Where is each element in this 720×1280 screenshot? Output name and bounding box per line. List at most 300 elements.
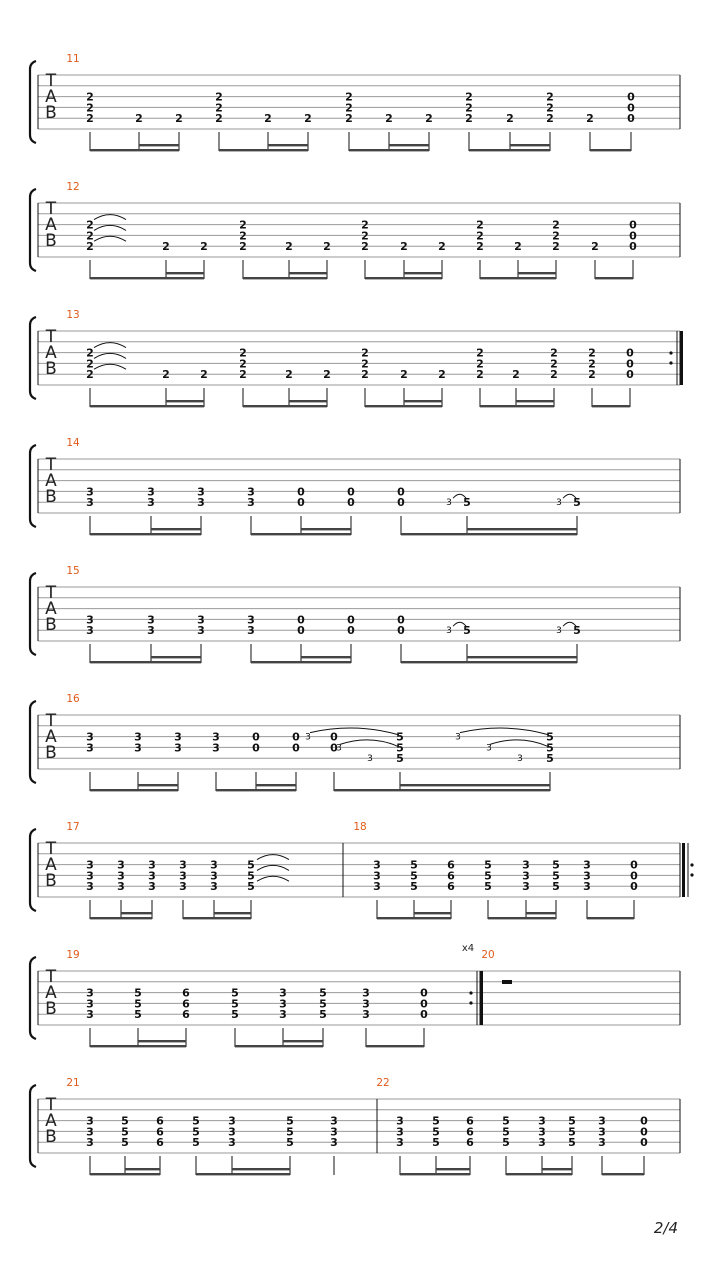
fret-number: 0 [629, 229, 637, 243]
fret-number: 2 [215, 112, 223, 126]
fret-number: 2 [361, 357, 369, 371]
fret-number: 2 [86, 90, 94, 104]
fret-number: 2 [86, 346, 94, 360]
fret-number: 2 [588, 346, 596, 360]
fret-number: 5 [134, 986, 142, 1000]
repeat-dot [669, 351, 672, 354]
fret-number: 6 [156, 1114, 164, 1128]
fret-number: 3 [373, 869, 381, 883]
measure-number: 13 [66, 309, 80, 321]
fret-number: 5 [484, 880, 492, 894]
beam [602, 1173, 644, 1175]
fret-number: 3 [396, 1125, 404, 1139]
tab-clef-letter: A [45, 343, 57, 363]
fret-number: 5 [121, 1125, 129, 1139]
fret-number: 0 [629, 218, 637, 232]
fret-number: 3 [147, 496, 155, 510]
fret-number: 2 [86, 112, 94, 126]
fret-number: 5 [231, 1008, 239, 1022]
repeat-dot [469, 1001, 472, 1004]
measure-number: 17 [66, 821, 80, 833]
fret-number: 5 [410, 858, 418, 872]
fret-number: 3 [396, 1136, 404, 1150]
fret-number: 2 [546, 90, 554, 104]
beam [90, 277, 204, 279]
fret-number: 3 [247, 485, 255, 499]
fret-number: 2 [476, 368, 484, 382]
beam [349, 149, 429, 151]
beam [216, 789, 296, 791]
beam [151, 528, 201, 530]
fret-number: 0 [297, 496, 305, 510]
measure-number: 20 [481, 949, 495, 961]
fret-number: 5 [432, 1125, 440, 1139]
slur [310, 728, 398, 735]
fret-number: 3 [86, 1136, 94, 1150]
fret-number: 5 [463, 496, 471, 510]
fret-number: 0 [629, 240, 637, 254]
system-bracket [30, 445, 36, 527]
beam [166, 400, 204, 402]
beam [90, 661, 201, 663]
fret-number: 0 [330, 730, 338, 744]
fret-number: 6 [182, 1008, 190, 1022]
repeat-count: x4 [461, 943, 475, 954]
fret-number: 3 [247, 613, 255, 627]
tab-clef-letter: A [45, 1111, 57, 1131]
beam [196, 1173, 290, 1175]
tie [257, 865, 289, 870]
fret-number: 2 [476, 357, 484, 371]
fret-number: 2 [239, 229, 247, 243]
fret-number: 3 [583, 880, 591, 894]
tab-clef-letter: T [45, 71, 57, 91]
fret-number: 3 [210, 880, 218, 894]
repeat-dot [469, 991, 472, 994]
fret-number: 2 [285, 240, 293, 254]
fret-number: 6 [466, 1125, 474, 1139]
fret-number: 3 [134, 741, 142, 755]
tab-clef-letter: B [45, 231, 57, 251]
fret-number: 0 [347, 624, 355, 638]
fret-number: 5 [192, 1114, 200, 1128]
fret-number: 2 [476, 229, 484, 243]
fret-number: 0 [627, 112, 635, 126]
fret-number: 0 [397, 496, 405, 510]
tab-clef-letter: A [45, 599, 57, 619]
beam [480, 405, 554, 407]
tab-system [30, 437, 680, 535]
fret-number: 3 [583, 858, 591, 872]
beam [590, 149, 631, 151]
fret-number: 2 [239, 346, 247, 360]
tie [94, 225, 126, 230]
beam [214, 912, 251, 914]
fret-number: 5 [484, 869, 492, 883]
fret-number: 6 [447, 880, 455, 894]
fret-number: 5 [546, 741, 554, 755]
tab-clef-letter: T [45, 583, 57, 603]
grace-note: 3 [455, 732, 461, 743]
repeat-bar-thick [682, 843, 685, 897]
fret-number: 3 [117, 869, 125, 883]
fret-number: 0 [626, 357, 634, 371]
beam [183, 917, 251, 919]
tab-system [30, 821, 694, 919]
grace-note: 3 [367, 754, 373, 765]
fret-number: 3 [330, 1125, 338, 1139]
beam [289, 400, 327, 402]
fret-number: 0 [347, 496, 355, 510]
fret-number: 2 [400, 240, 408, 254]
fret-number: 5 [552, 880, 560, 894]
beam [516, 400, 554, 402]
beam [518, 272, 556, 274]
fret-number: 5 [502, 1136, 510, 1150]
fret-number: 3 [86, 1114, 94, 1128]
fret-number: 2 [476, 218, 484, 232]
fret-number: 0 [252, 741, 260, 755]
fret-number: 5 [286, 1136, 294, 1150]
fret-number: 0 [347, 613, 355, 627]
measure-number: 11 [66, 53, 80, 65]
fret-number: 5 [432, 1114, 440, 1128]
tab-system [30, 1077, 680, 1175]
fret-number: 2 [550, 346, 558, 360]
fret-number: 3 [210, 869, 218, 883]
fret-number: 6 [447, 869, 455, 883]
fret-number: 2 [588, 368, 596, 382]
fret-number: 3 [174, 730, 182, 744]
tab-clef-letter: B [45, 359, 57, 379]
tie [94, 364, 126, 369]
fret-number: 0 [397, 485, 405, 499]
fret-number: 5 [546, 752, 554, 766]
fret-number: 5 [552, 869, 560, 883]
beam [377, 917, 451, 919]
fret-number: 0 [626, 368, 634, 382]
fret-number: 5 [121, 1114, 129, 1128]
repeat-dot [690, 873, 693, 876]
beam [151, 656, 201, 658]
fret-number: 2 [239, 368, 247, 382]
fret-number: 3 [279, 997, 287, 1011]
fret-number: 3 [598, 1114, 606, 1128]
beam [400, 784, 550, 786]
beam [542, 1168, 572, 1170]
beam [90, 1045, 186, 1047]
system-bracket [30, 1085, 36, 1167]
fret-number: 3 [86, 1008, 94, 1022]
tab-clef-letter: A [45, 855, 57, 875]
fret-number: 2 [323, 240, 331, 254]
fret-number: 3 [86, 496, 94, 510]
fret-number: 3 [147, 485, 155, 499]
tab-clef-letter: B [45, 615, 57, 635]
beam [243, 277, 327, 279]
beam [488, 917, 556, 919]
tab-system [30, 53, 680, 151]
grace-note: 3 [446, 626, 452, 637]
fret-number: 3 [598, 1125, 606, 1139]
fret-number: 0 [397, 624, 405, 638]
fret-number: 2 [546, 112, 554, 126]
beam [138, 1040, 186, 1042]
fret-number: 3 [522, 858, 530, 872]
slur [460, 728, 548, 735]
tab-system [30, 309, 683, 407]
fret-number: 2 [361, 368, 369, 382]
fret-number: 5 [286, 1125, 294, 1139]
fret-number: 0 [397, 613, 405, 627]
fret-number: 5 [502, 1114, 510, 1128]
fret-number: 3 [86, 485, 94, 499]
fret-number: 5 [231, 986, 239, 1000]
tab-clef-letter: T [45, 1095, 57, 1115]
beam [90, 1173, 160, 1175]
tab-clef-letter: B [45, 1127, 57, 1147]
fret-number: 2 [345, 101, 353, 115]
measure-number: 12 [66, 181, 80, 193]
beam [256, 784, 296, 786]
beam [301, 656, 351, 658]
fret-number: 5 [319, 986, 327, 1000]
fret-number: 2 [465, 101, 473, 115]
beam [90, 533, 201, 535]
fret-number: 0 [252, 730, 260, 744]
fret-number: 5 [502, 1125, 510, 1139]
beam [401, 533, 577, 535]
system-bracket [30, 189, 36, 271]
tab-clef-letter: T [45, 455, 57, 475]
fret-number: 5 [568, 1114, 576, 1128]
beam [90, 149, 179, 151]
measure-number: 19 [66, 949, 80, 961]
fret-number: 3 [279, 986, 287, 1000]
fret-number: 2 [200, 368, 208, 382]
fret-number: 3 [210, 858, 218, 872]
fret-number: 3 [330, 1136, 338, 1150]
tab-clef-letter: B [45, 103, 57, 123]
fret-number: 2 [514, 240, 522, 254]
beam [243, 405, 327, 407]
fret-number: 2 [476, 346, 484, 360]
fret-number: 2 [465, 112, 473, 126]
grace-note: 3 [517, 754, 523, 765]
fret-number: 3 [598, 1136, 606, 1150]
tab-clef-letter: T [45, 199, 57, 219]
fret-number: 5 [410, 869, 418, 883]
fret-number: 3 [212, 741, 220, 755]
fret-number: 0 [630, 858, 638, 872]
fret-number: 2 [588, 357, 596, 371]
fret-number: 2 [438, 368, 446, 382]
fret-number: 3 [179, 858, 187, 872]
repeat-dot [669, 361, 672, 364]
fret-number: 0 [420, 1008, 428, 1022]
fret-number: 2 [361, 240, 369, 254]
fret-number: 5 [192, 1125, 200, 1139]
fret-number: 5 [121, 1136, 129, 1150]
fret-number: 3 [134, 730, 142, 744]
slur [490, 740, 548, 747]
fret-number: 5 [231, 997, 239, 1011]
fret-number: 2 [239, 240, 247, 254]
fret-number: 3 [362, 997, 370, 1011]
beam [138, 784, 178, 786]
fret-number: 2 [361, 229, 369, 243]
fret-number: 3 [373, 880, 381, 894]
tab-clef-letter: B [45, 999, 57, 1019]
fret-number: 3 [538, 1114, 546, 1128]
fret-number: 2 [550, 357, 558, 371]
fret-number: 3 [86, 741, 94, 755]
fret-number: 0 [347, 485, 355, 499]
fret-number: 5 [396, 730, 404, 744]
fret-number: 6 [182, 986, 190, 1000]
fret-number: 3 [179, 880, 187, 894]
fret-number: 5 [568, 1125, 576, 1139]
fret-number: 3 [86, 624, 94, 638]
tab-clef-letter: A [45, 471, 57, 491]
fret-number: 2 [162, 368, 170, 382]
fret-number: 3 [330, 1114, 338, 1128]
fret-number: 0 [630, 869, 638, 883]
fret-number: 5 [134, 997, 142, 1011]
fret-number: 3 [147, 624, 155, 638]
fret-number: 0 [330, 741, 338, 755]
fret-number: 3 [538, 1136, 546, 1150]
fret-number: 3 [86, 1125, 94, 1139]
fret-number: 2 [239, 218, 247, 232]
tab-clef-letter: T [45, 327, 57, 347]
fret-number: 2 [345, 90, 353, 104]
fret-number: 5 [573, 624, 581, 638]
fret-number: 5 [552, 858, 560, 872]
fret-number: 5 [247, 869, 255, 883]
fret-number: 0 [640, 1114, 648, 1128]
fret-number: 2 [323, 368, 331, 382]
page-number: 2/4 [653, 1219, 678, 1237]
fret-number: 3 [197, 613, 205, 627]
beam [366, 1045, 424, 1047]
slur [340, 740, 398, 747]
system-bracket [30, 957, 36, 1039]
repeat-dot [690, 863, 693, 866]
tab-clef-letter: T [45, 967, 57, 987]
tie [94, 343, 126, 348]
fret-number: 2 [162, 240, 170, 254]
fret-number: 3 [148, 880, 156, 894]
fret-number: 0 [640, 1136, 648, 1150]
grace-note: 3 [305, 732, 311, 743]
fret-number: 2 [385, 112, 393, 126]
fret-number: 6 [466, 1136, 474, 1150]
fret-number: 2 [215, 101, 223, 115]
fret-number: 3 [228, 1136, 236, 1150]
beam [480, 277, 556, 279]
tab-clef-letter: A [45, 983, 57, 1003]
fret-number: 2 [361, 218, 369, 232]
beam [404, 272, 442, 274]
fret-number: 5 [573, 496, 581, 510]
fret-number: 3 [197, 485, 205, 499]
tie [94, 236, 126, 241]
beam [219, 149, 308, 151]
beam [592, 405, 630, 407]
tab-clef-letter: T [45, 711, 57, 731]
measure-number: 14 [66, 437, 80, 449]
tab-system [30, 943, 680, 1047]
fret-number: 5 [134, 1008, 142, 1022]
tab-clef-letter: T [45, 839, 57, 859]
measure-number: 22 [376, 1077, 390, 1089]
fret-number: 2 [200, 240, 208, 254]
beam [251, 661, 351, 663]
fret-number: 5 [286, 1114, 294, 1128]
fret-number: 2 [512, 368, 520, 382]
fret-number: 5 [410, 880, 418, 894]
fret-number: 3 [212, 730, 220, 744]
beam [283, 1040, 323, 1042]
fret-number: 5 [192, 1136, 200, 1150]
fret-number: 3 [362, 986, 370, 1000]
repeat-bar-thick [680, 331, 683, 385]
tab-clef-letter: B [45, 487, 57, 507]
fret-number: 3 [174, 741, 182, 755]
fret-number: 0 [297, 485, 305, 499]
fret-number: 3 [117, 880, 125, 894]
fret-number: 0 [292, 741, 300, 755]
beam [268, 144, 308, 146]
fret-number: 0 [420, 997, 428, 1011]
fret-number: 2 [304, 112, 312, 126]
fret-number: 2 [552, 218, 560, 232]
fret-number: 3 [86, 997, 94, 1011]
fret-number: 5 [432, 1136, 440, 1150]
fret-number: 2 [586, 112, 594, 126]
grace-note: 3 [336, 743, 342, 754]
beam [467, 656, 577, 658]
fret-number: 2 [465, 90, 473, 104]
fret-number: 2 [425, 112, 433, 126]
beam [125, 1168, 160, 1170]
beam [365, 277, 442, 279]
tie [94, 215, 126, 220]
fret-number: 3 [147, 613, 155, 627]
tab-system [30, 693, 680, 791]
fret-number: 2 [345, 112, 353, 126]
tab-system [30, 565, 680, 663]
fret-number: 3 [179, 869, 187, 883]
fret-number: 3 [86, 858, 94, 872]
fret-number: 2 [591, 240, 599, 254]
tab-clef-letter: A [45, 215, 57, 235]
fret-number: 5 [319, 1008, 327, 1022]
beam [526, 912, 556, 914]
fret-number: 3 [86, 986, 94, 1000]
fret-number: 5 [247, 880, 255, 894]
fret-number: 0 [297, 624, 305, 638]
beam [90, 789, 178, 791]
grace-note: 3 [486, 743, 492, 754]
beam [389, 144, 429, 146]
fret-number: 2 [86, 368, 94, 382]
fret-number: 2 [86, 240, 94, 254]
fret-number: 3 [86, 730, 94, 744]
fret-number: 2 [86, 229, 94, 243]
fret-number: 6 [466, 1114, 474, 1128]
